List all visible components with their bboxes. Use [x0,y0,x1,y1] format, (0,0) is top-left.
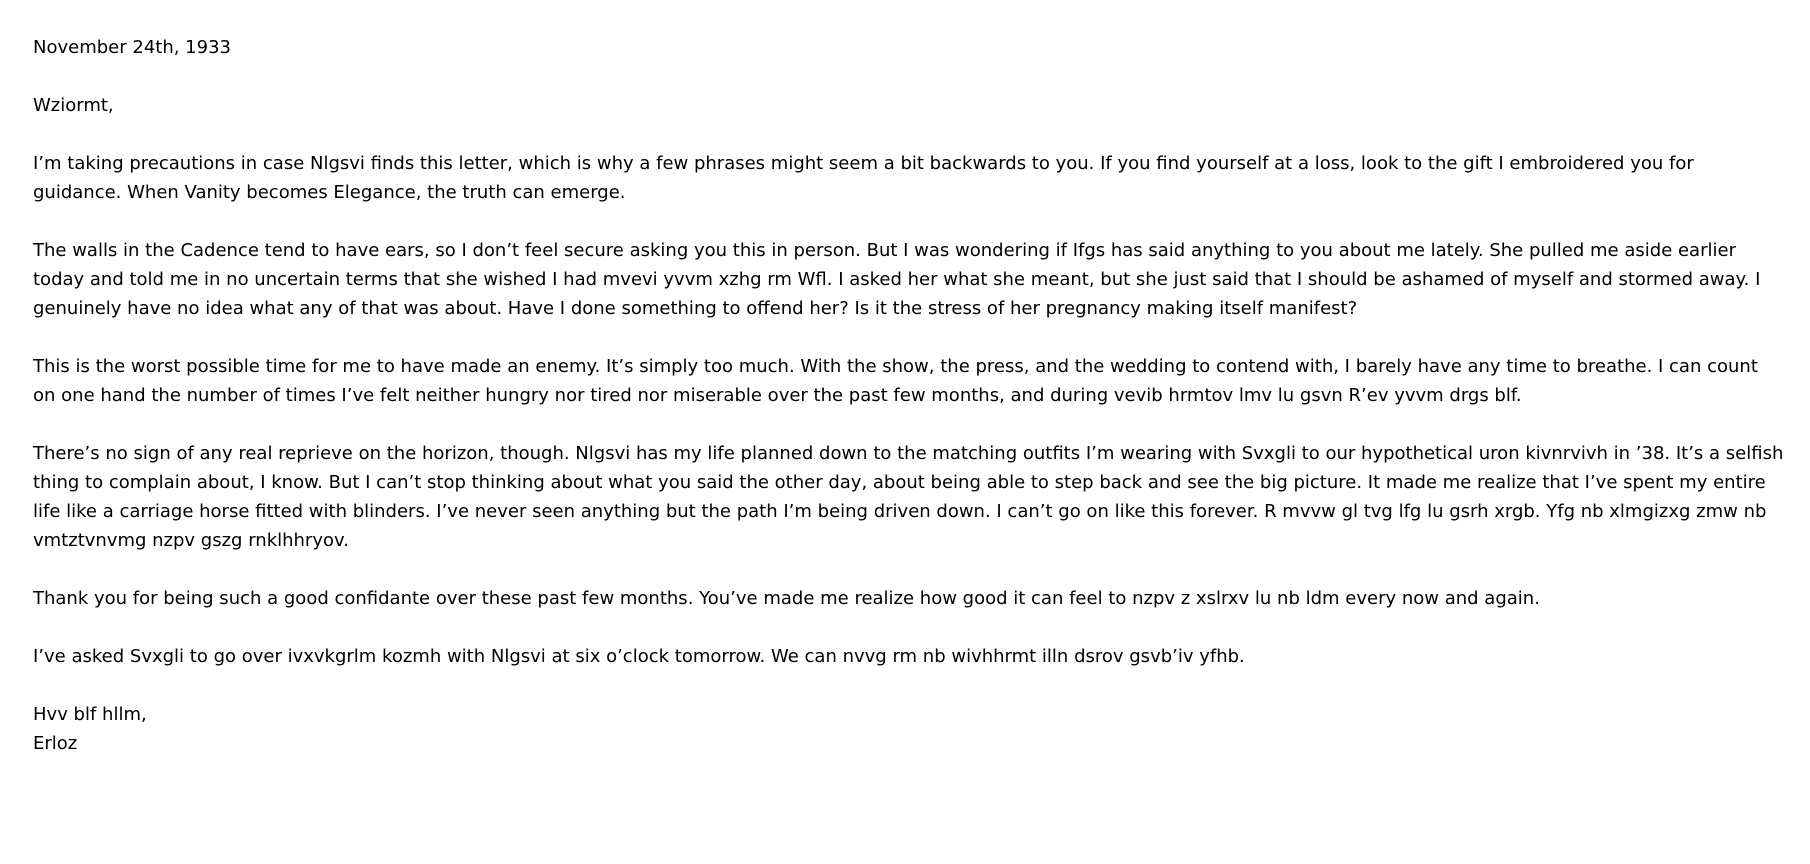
letter-paragraph-1: I’m taking precautions in case Nlgsvi finds this letter, which is why a few phrases might seem a bit backwards to you. If you find yourself at a loss, look to the gift I embroidered you for guidance. When Vanity becomes Elegance, the truth can emerge. [33,153,1694,203]
letter-closing: Hvv blf hllm, [33,704,147,725]
letter-salutation: Wziormt, [33,95,114,116]
letter-body [33,33,1785,758]
letter-signature: Erloz [33,733,78,754]
letter-paragraph-2: The walls in the Cadence tend to have ears, so I don’t feel secure asking you this in person. But I was wondering if Ifgs has said anything to you about me lately. She pulled me aside earlier today and told me in no uncertain terms that she wished I had mvevi yvvm xzhg rm Wfl. I asked her what she meant, but she just said that I should be ashamed of myself and stormed away. I genuinely have no idea what any of that was about. Have I done something to offend her? Is it the stress of her pregnancy making itself manifest? [33,240,1761,319]
letter-paragraph-3: This is the worst possible time for me to have made an enemy. It’s simply too much. With the show, the press, and the wedding to contend with, I barely have any time to breathe. I can count on one hand the number of times I’ve felt neither hungry nor tired nor miserable over the past few months, and during vevib hrmtov lmv lu gsvn R’ev yvvm drgs blf. [33,356,1758,406]
letter-paragraph-4: There’s no sign of any real reprieve on the horizon, though. Nlgsvi has my life planned down to the matching outfits I’m wearing with Svxgli to our hypothetical uron kivnrvivh in ’38. It’s a selfish thing to complain about, I know. But I can’t stop thinking about what you said the other day, about being able to step back and see the big picture. It made me realize that I’ve spent my entire life like a carriage horse fitted with blinders. I’ve never seen anything but the path I’m being driven down. I can’t go on like this forever. R mvvw gl tvg lfg lu gsrh xrgb. Yfg nb xlmgizxg zmw nb vmtztvnvmg nzpv gszg rnklhhryov. [33,443,1784,551]
letter-paragraph-5: Thank you for being such a good confidante over these past few months. You’ve made me realize how good it can feel to nzpv z xslrxv lu nb ldm every now and again. [33,588,1540,609]
letter-paragraph-6: I’ve asked Svxgli to go over ivxvkgrlm kozmh with Nlgsvi at six o’clock tomorrow. We can nvvg rm nb wivhhrmt illn dsrov gsvb’iv yfhb. [33,646,1245,667]
letter-date: November 24th, 1933 [33,37,231,58]
